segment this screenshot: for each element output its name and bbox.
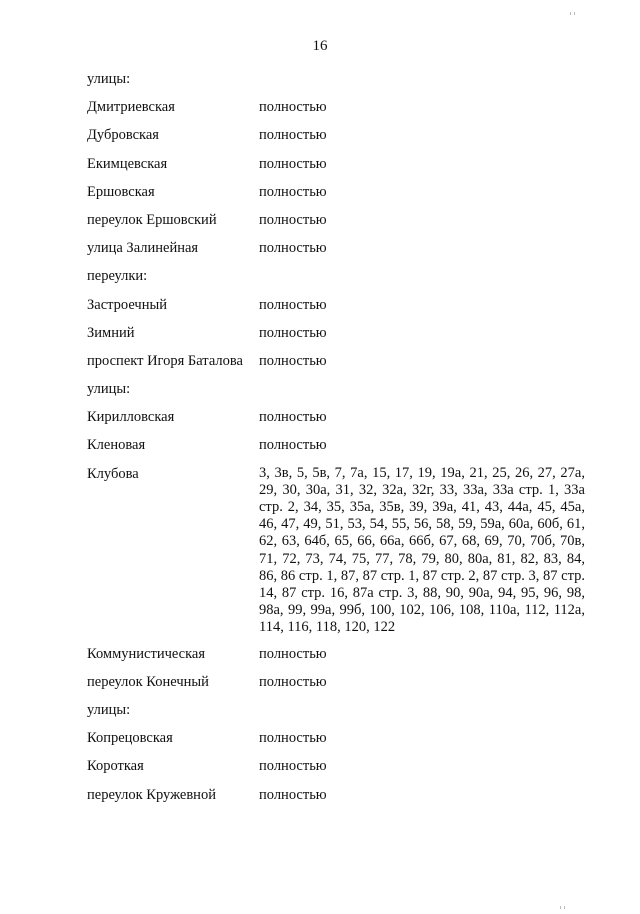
street-name: переулок Конечный (87, 673, 209, 690)
street-name: улицы: (87, 71, 131, 87)
list-row (87, 267, 587, 295)
list-row (87, 380, 587, 408)
street-name: Кирилловская (87, 409, 175, 426)
street-detail: полностью (259, 437, 327, 454)
street-detail: полностью (259, 352, 327, 369)
street-detail: полностью (259, 645, 327, 662)
street-detail: полностью (259, 786, 327, 803)
list-row (87, 729, 587, 757)
street-detail: полностью (259, 758, 327, 775)
list-row (87, 183, 587, 211)
list-row (87, 126, 587, 154)
list-row (87, 324, 587, 352)
street-name: Дубровская (87, 127, 159, 144)
street-detail: полностью (259, 99, 327, 116)
list-row (87, 436, 587, 464)
list-row (87, 239, 587, 267)
street-name: улица Залинейная (87, 240, 199, 257)
list-row (87, 296, 587, 324)
street-detail: полностью (259, 324, 327, 341)
street-detail: полностью (259, 240, 327, 257)
list-row (87, 70, 587, 98)
street-name: Ершовская (87, 183, 155, 200)
street-detail: полностью (259, 127, 327, 144)
street-name: проспект Игоря Баталова (87, 352, 243, 369)
street-detail: полностью (259, 409, 327, 426)
list-row (87, 155, 587, 183)
list-row (87, 465, 587, 637)
street-name: переулок Ершовский (87, 211, 217, 228)
list-row (87, 645, 587, 673)
street-detail: полностью (259, 296, 327, 313)
street-detail: полностью (259, 183, 327, 200)
street-detail: полностью (259, 673, 327, 690)
list-row (87, 98, 587, 126)
street-name: Короткая (87, 758, 144, 775)
list-row (87, 352, 587, 380)
list-row (87, 673, 587, 701)
street-name: переулки: (87, 268, 148, 285)
street-detail: полностью (259, 211, 327, 228)
street-name: улицы: (87, 381, 131, 398)
street-name: Коммунистическая (87, 645, 206, 662)
street-name: Кленовая (87, 437, 146, 454)
list-row (87, 786, 587, 814)
list-row (87, 408, 587, 436)
street-detail: полностью (259, 730, 327, 747)
street-name: Застроечный (87, 296, 167, 313)
page-number: 16 (312, 38, 328, 54)
scan-mark-top (570, 2, 580, 5)
street-name: переулок Кружевной (87, 786, 216, 803)
scan-mark-bottom (560, 896, 570, 899)
street-name: Екимцевская (87, 155, 168, 172)
house-numbers: 3, 3в, 5, 5в, 7, 7а, 15, 17, 19, 19а, 21, 25, 26, 27, 27а, 29, 30, 30а, 31, 32, 32а, 32г, 33, 33а, 33а стр. 1, 33а стр. 2, 34, 35, 35а, 35в, 39, 39а, 41, 43, 44а, 45, 45а, 46, 47, 49, 51, 53, 54, 55, 56, 58, 59, 59а, 60а, 60б, 61, 62, 63, 64б, 65, 66, 66а, 66б, 67, 68, 69, 70, 70б, 70в, 71, 72, 73, 74, 75, 77, 78, 79, 80, 80а, 81, 82, 83, 84, 86, 86 стр. 1, 87, 87 стр. 1, 87 стр. 2, 87 стр. 3, 87 стр. 14, 87 стр. 16, 87а стр. 3, 88, 90, 90а, 94, 95, 96, 98, 98а, 99, 99а, 99б, 100, 102, 106, 108, 110а, 112, 112а, 114, 116, 118, 120, 122 (259, 464, 585, 636)
street-name: Дмитриевская (87, 99, 175, 116)
street-detail: полностью (259, 155, 327, 172)
list-row (87, 757, 587, 785)
street-name: Копрецовская (87, 730, 173, 747)
list-row (87, 211, 587, 239)
street-name: Зимний (87, 324, 135, 341)
list-row (87, 701, 587, 729)
street-name: Клубова (87, 465, 139, 482)
street-name: улицы: (87, 702, 131, 719)
street-list (87, 70, 587, 814)
